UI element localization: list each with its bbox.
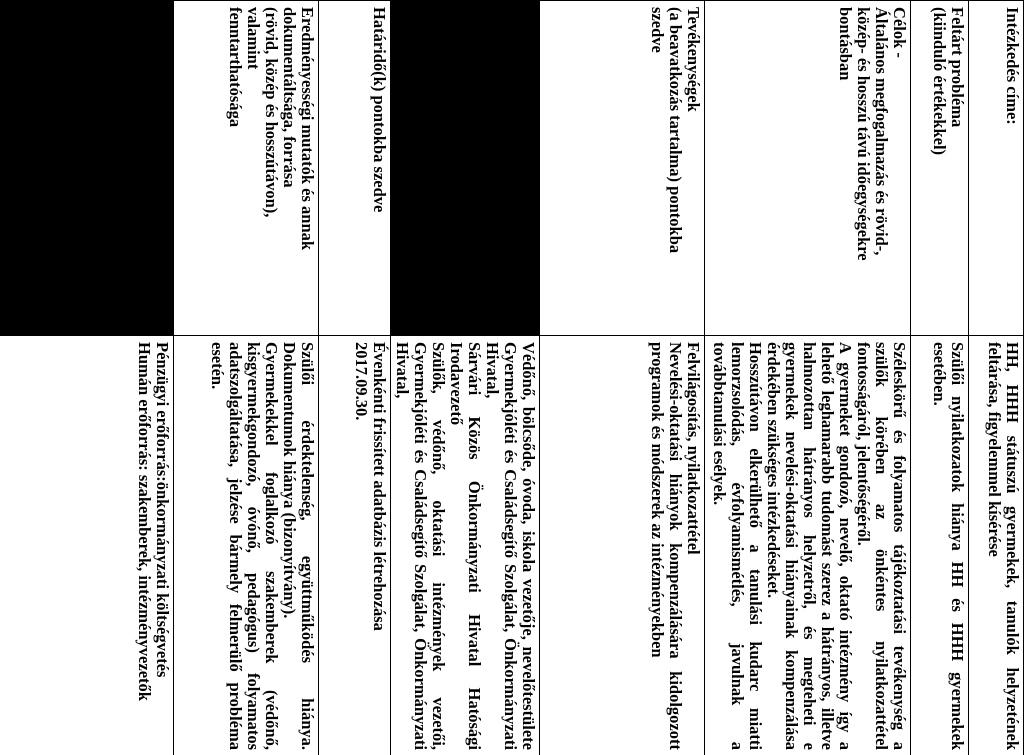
label-cell-responsible-blacked — [391, 1, 540, 336]
content-paragraph: A gyermeket gondozó, nevelő, oktató intézmény így a lehető leghamarabb tudomást szerez a hátrányos, illetve halmozottan hátrányos helyzetről, és megteheti e gyermekek nevelési-oktatási hiányainak kompenzálása érdekében szükséges intézkedéseket. — [764, 342, 855, 750]
content-paragraph: Szülői érdektelenség, együttműködés hiánya. Dokumentumok hiánya (bizonyítvány). — [280, 342, 317, 750]
content-paragraph: HH, HHH státuszú gyermekek, tanulók helyzetének feltárása, figyelemmel kísérése — [985, 342, 1022, 750]
content-cell-resources — [0, 336, 174, 755]
label-cell-goals — [705, 1, 911, 336]
content-cell-title — [969, 336, 1024, 755]
label-line: Határidő(k) pontokba szedve — [370, 7, 389, 213]
row-title — [969, 1, 1024, 755]
label-line: bontásban — [836, 7, 855, 81]
row-indicators — [174, 1, 319, 755]
label-line: dokumentáltsága, forrása — [280, 7, 299, 188]
content-paragraph: Szülők, védőnő, oktatási intézmények vezetői, Gyermekjóléti és Családsegítő Szolgálat, Önkormányzati Hivatal, — [393, 342, 448, 750]
row-responsible — [391, 1, 540, 755]
label-cell-indicators — [174, 1, 319, 336]
label-cell-deadline — [319, 1, 391, 336]
content-paragraph: Sárvári Közös Önkormányzati Hivatal Hatósági Irodavezető — [447, 342, 484, 750]
content-cell-goals — [705, 336, 911, 755]
row-goals — [705, 1, 911, 755]
label-cell-activities — [540, 1, 705, 336]
row-deadline — [319, 1, 391, 755]
label-line: Feltárt probléma — [948, 7, 967, 128]
label-line: Célok - — [890, 7, 909, 58]
row-problem — [911, 1, 969, 755]
content-cell-deadline — [319, 336, 391, 755]
content-paragraph: Évenkénti frissített adatbázis létrehozása — [370, 342, 389, 631]
content-paragraph: Szülői nyilatkozatok hiánya HH és HHH gyermekek esetében. — [930, 342, 967, 750]
label-line: Eredményességi mutatók és annak — [298, 7, 317, 251]
content-cell-indicators — [174, 336, 319, 755]
content-paragraph: Gyermekekkel foglalkozó szakemberek (védőnő, kisgyermekgondozó, óvónő, pedagógus) folyamatos adatszolgáltatása, jelzése bármely felmerülő probléma esetén. — [208, 342, 281, 750]
content-paragraph: 2017.09.30. — [352, 342, 371, 421]
label-line: közép- és hosszú távú időegységekre — [854, 7, 873, 261]
content-cell-activities — [540, 336, 705, 755]
content-paragraph: Széleskörű és folyamatos tájékoztatási tevékenység a szülők körében az önkéntes nyilatkozattétel fontosságáról, jelentőségéről. — [854, 342, 909, 750]
content-cell-problem — [911, 336, 969, 755]
label-line: (a beavatkozás tartalma) pontokba — [666, 7, 685, 254]
label-cell-resources-blacked — [0, 1, 174, 336]
row-resources — [0, 1, 174, 755]
content-paragraph: Védőnő, bölcsőde, óvoda, iskola vezetője, nevelőtestülete Gyermekjóléti és Családsegítő Szolgálat, Önkormányzati Hivatal, — [483, 342, 538, 750]
label-cell-title — [969, 1, 1024, 336]
content-paragraph: Nevelési-oktatási hiányok kompenzálására kidolgozott programok és módszerek az intézményekben — [648, 342, 685, 750]
label-line: Általános megfogalmazás és rövid-, — [872, 7, 891, 256]
content-paragraph: Humán erőforrás: szakemberek, intézményvezetők — [135, 342, 154, 701]
label-line: Tevékenységek — [684, 7, 703, 112]
content-paragraph: Hosszútávon elkerülhető a tanulási kudarc miatti lemorzsolódás, évfolyamismétlés, javulnak a továbbtanulási esélyek. — [710, 342, 765, 750]
label-line: (rövid, közép és hosszútávon), — [262, 7, 281, 218]
label-line: (kiinduló értékekkel) — [930, 7, 949, 156]
content-cell-responsible — [391, 336, 540, 755]
label-line: fenntarthatósága — [226, 7, 245, 128]
content-paragraph: Felvilágosítás, nyilatkozattétel — [684, 342, 703, 555]
content-paragraph: Pénzügyi erőforrás:önkormányzati költségvetés — [153, 342, 172, 678]
row-activities — [540, 1, 705, 755]
label-cell-problem — [911, 1, 969, 336]
label-line: valamint — [244, 7, 263, 70]
label-line: szedve — [648, 7, 667, 53]
label-line: Intézkedés címe: — [1003, 7, 1022, 125]
